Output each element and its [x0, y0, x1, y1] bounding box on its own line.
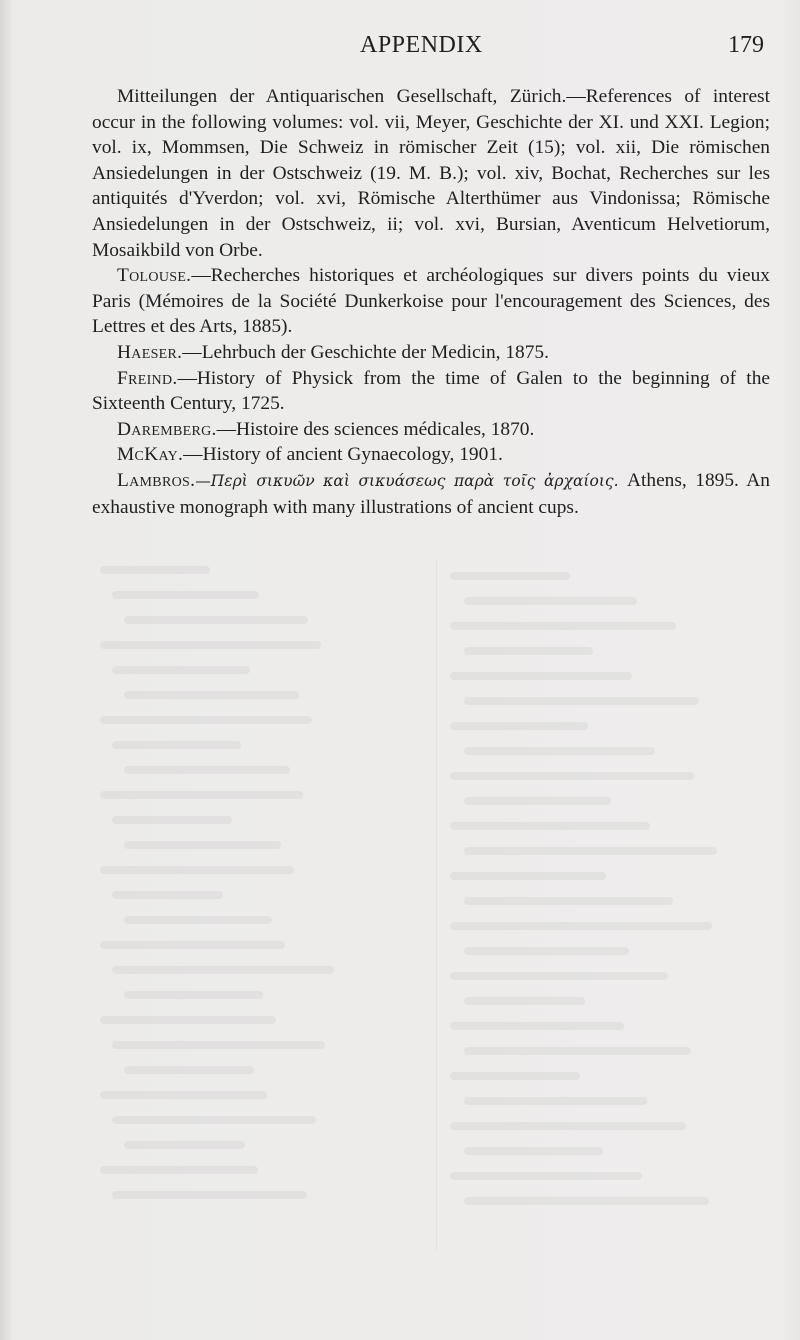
show-through-line [112, 1116, 316, 1124]
show-through-line [124, 616, 308, 624]
entry-text: Mitteilungen der Antiquarischen Gesellschaft, Zürich.—References of interest occur in the following volumes: vol. vii, Meyer, Geschichte der XI. und XXI. Legion; vol. ix, Mommsen, Die Schweiz in römischer Zeit (15); vol. xii, Die römischen Ansiedelungen in der Ostschweiz (19. M. B.); vol. xiv, Bochat, Recherches sur les antiquités d'Yverdon; vol. xvi, Römische Alterthümer aus Vindonissa; Römische Ansiedelungen in der Ostschweiz, ii; vol. xvi, Bursian, Aventicum Helvetiorum, Mosaikbild von Orbe. [92, 86, 770, 261]
show-through-column-rule [436, 560, 437, 1250]
show-through-line [450, 622, 676, 630]
entry-author: Freind. [117, 367, 178, 389]
show-through-line [124, 1066, 254, 1074]
running-head: APPENDIX [360, 32, 483, 58]
show-through-line [100, 566, 210, 574]
entry-author: Lambros. [117, 469, 196, 491]
bibliography-text [92, 84, 770, 520]
show-through-line [450, 1172, 642, 1180]
bibliography-entry-mitteilungen [92, 84, 770, 263]
entry-text: —History of ancient Gynaecology, 1901. [183, 444, 503, 466]
show-through-line [464, 847, 717, 855]
entry-text: —History of Physick from the time of Galen to the beginning of the Sixteenth Century, 1725. [92, 367, 770, 415]
show-through-line [112, 966, 334, 974]
show-through-line [100, 1091, 267, 1099]
show-through-line [100, 866, 294, 874]
show-through-line [450, 772, 694, 780]
show-through-line [124, 1141, 245, 1149]
show-through-line [450, 672, 632, 680]
show-through-line [464, 1097, 647, 1105]
show-through-line [450, 572, 570, 580]
show-through-line [112, 741, 241, 749]
show-through-line [450, 972, 668, 980]
page-header [0, 32, 800, 66]
show-through-line [450, 822, 650, 830]
show-through-line [124, 841, 281, 849]
bibliography-entry-daremberg [92, 417, 770, 443]
show-through-line [100, 1166, 258, 1174]
show-through-line [124, 691, 299, 699]
show-through-line [112, 591, 259, 599]
show-through-line [450, 1072, 580, 1080]
show-through-line [464, 997, 585, 1005]
page-number: 179 [728, 32, 764, 58]
entry-greek-title: —Περὶ σικυῶν καὶ σικυάσεως παρὰ τοῖς ἀρχαίοις. [195, 471, 619, 490]
entry-author: Daremberg. [117, 418, 217, 440]
bibliography-entry-freind [92, 366, 770, 417]
show-through-line [464, 1197, 709, 1205]
show-through-line [124, 916, 272, 924]
show-through-line [124, 991, 263, 999]
show-through-line [450, 922, 712, 930]
entry-author: McKay. [117, 444, 184, 466]
show-through-line [450, 872, 606, 880]
show-through-line [112, 1191, 307, 1199]
show-through-line [464, 697, 699, 705]
show-through-line [100, 941, 285, 949]
show-through-line [464, 897, 673, 905]
show-through-line [464, 647, 593, 655]
show-through-line [100, 791, 303, 799]
bibliography-entry-haeser [92, 340, 770, 366]
show-through-line [112, 891, 223, 899]
show-through-line [100, 1016, 276, 1024]
show-through-line [464, 1047, 691, 1055]
show-through-line [100, 716, 312, 724]
bibliography-entry-lambros [92, 468, 770, 520]
show-through-line [112, 666, 250, 674]
entry-text: —Lehrbuch der Geschichte der Medicin, 1875. [182, 341, 549, 363]
bibliography-entry-tolouse [92, 263, 770, 340]
show-through-line [464, 597, 637, 605]
show-through-line [464, 947, 629, 955]
show-through-line [112, 816, 232, 824]
entry-text: —Recherches historiques et archéologiques sur divers points du vieux Paris (Mémoires de la Société Dunkerkoise pour l'encouragement des Sciences, des Lettres et des Arts, 1885). [92, 265, 770, 338]
entry-author: Haeser. [117, 341, 183, 363]
show-through-line [112, 1041, 325, 1049]
show-through-line [450, 722, 588, 730]
show-through-line [464, 1147, 603, 1155]
show-through-line [124, 766, 290, 774]
show-through-line [450, 1122, 686, 1130]
bibliography-entry-mckay [92, 442, 770, 468]
show-through-line [464, 797, 611, 805]
show-through-line [100, 641, 321, 649]
entry-text: —Histoire des sciences médicales, 1870. [216, 418, 535, 440]
entry-author: Tolouse. [117, 265, 192, 287]
show-through-line [464, 747, 655, 755]
show-through-line [450, 1022, 624, 1030]
entry-text: Athens, 1895. An exhaustive monograph with many illustrations of ancient cups. [92, 469, 770, 518]
